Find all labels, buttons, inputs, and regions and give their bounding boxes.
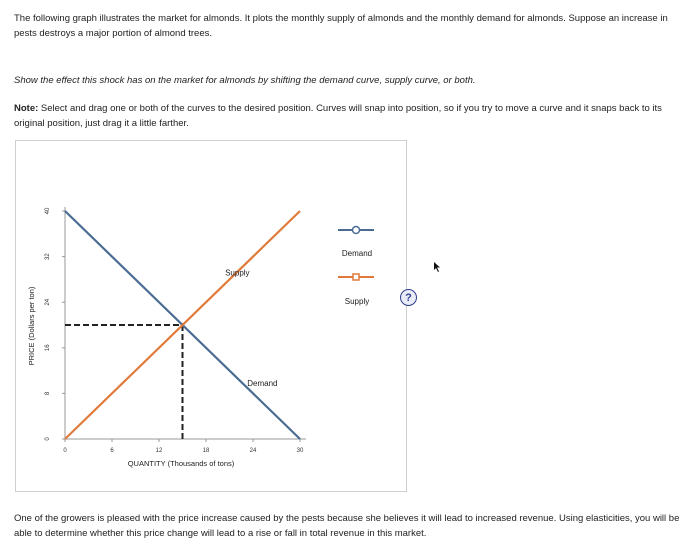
legend-demand[interactable]	[338, 227, 374, 259]
legend-demand-label: Demand	[341, 249, 373, 258]
note-body: Select and drag one or both of the curves to the desired position. Curves will snap into position, so if you try to move a curve and it snaps back to its original position, just drag it a little farther.	[14, 103, 662, 129]
legend-supply-label: Supply	[344, 297, 370, 306]
y-axis-title: PRICE (Dollars per ton)	[27, 286, 36, 366]
y-tick-label: 16	[45, 344, 51, 352]
x-tick-label: 24	[249, 448, 257, 454]
x-tick-label: 0	[63, 448, 67, 454]
x-tick-label: 30	[296, 448, 304, 454]
legend-supply-square-icon	[353, 274, 359, 280]
x-axis-title: QUANTITY (Thousands of tons)	[127, 459, 235, 468]
x-tick-label: 18	[202, 448, 210, 454]
footer-text: One of the growers is pleased with the price increase caused by the pests because she believes it will lead to increased revenue. Using elasticities, you will be able to determine whether this price change will lead to a rise or fall in total revenue in this market.	[14, 513, 680, 539]
instruction-text: Show the effect this shock has on the market for almonds by shifting the demand curve, supply curve, or both.	[14, 75, 476, 86]
graph-panel	[15, 140, 412, 492]
market-graph	[16, 141, 406, 491]
y-tick-label: 40	[45, 207, 51, 215]
y-tick-label: 24	[45, 298, 51, 306]
supply-curve-label: Supply	[225, 268, 250, 278]
y-tick-label: 32	[45, 253, 51, 260]
intro-text: The following graph illustrates the market for almonds. It plots the monthly supply of almonds and the monthly demand for almonds. Suppose an increase in pests destroys a major portion of almond trees.	[14, 13, 668, 39]
x-tick-label: 12	[155, 448, 163, 454]
legend-demand-circle-icon	[353, 227, 360, 234]
x-tick-label: 6	[110, 448, 114, 454]
y-tick-label: 8	[45, 391, 51, 396]
curves	[65, 211, 300, 439]
legend-supply[interactable]	[338, 274, 374, 306]
note-label: Note:	[14, 103, 39, 114]
mouse-cursor-icon	[434, 262, 442, 272]
y-tick-label: 0	[45, 437, 51, 441]
note-text	[14, 101, 684, 131]
demand-curve-label: Demand	[247, 379, 278, 388]
help-button[interactable]: ?	[400, 289, 417, 306]
